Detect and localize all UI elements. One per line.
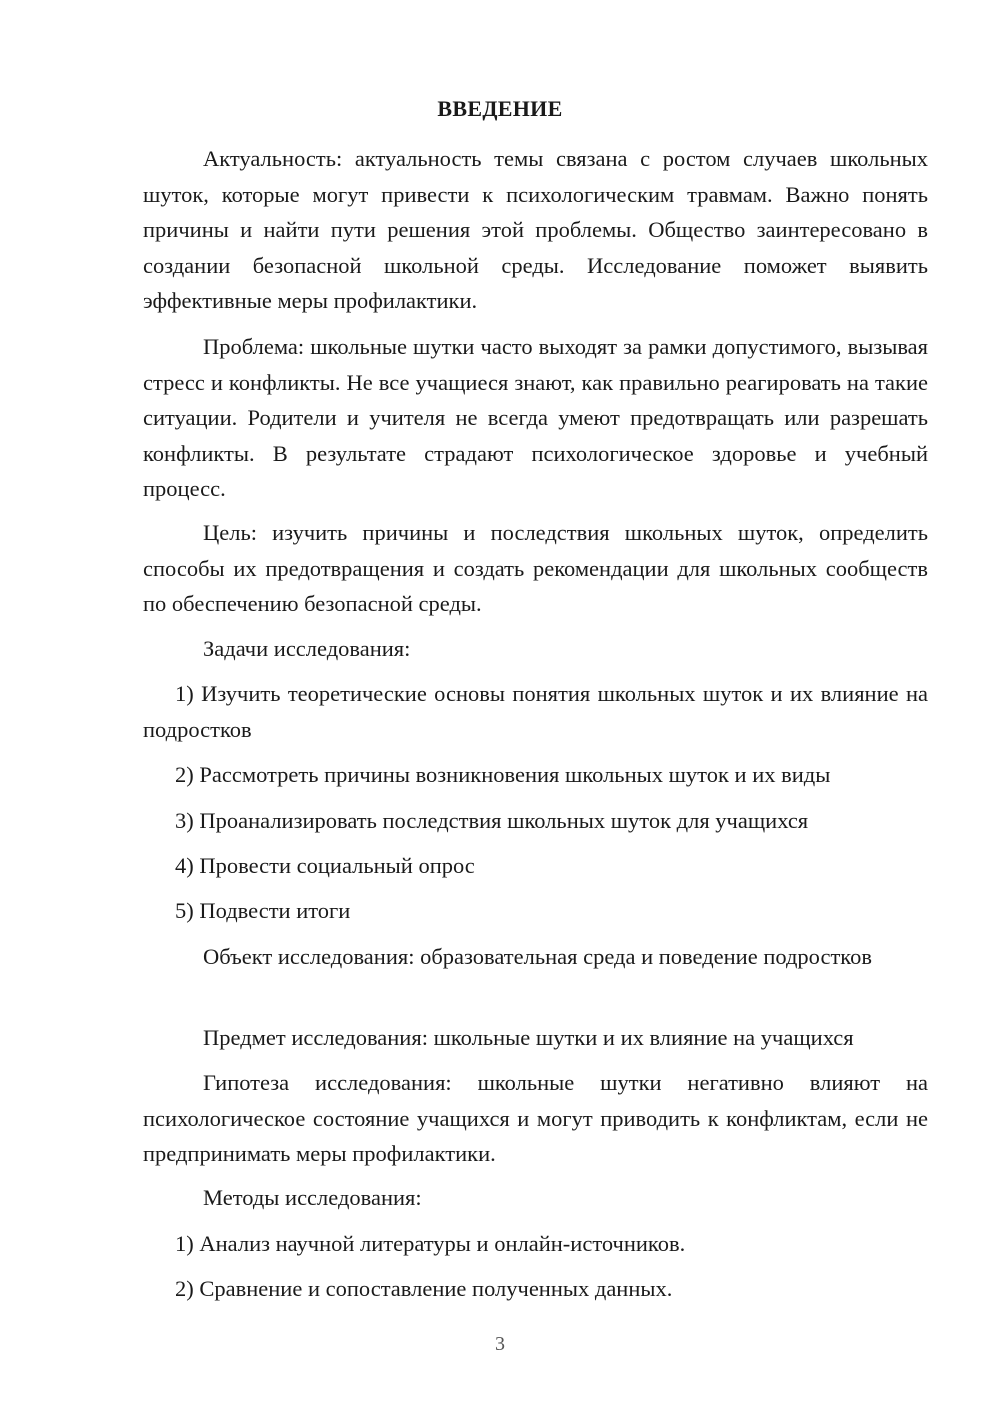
relevance-paragraph: Актуальность: актуальность темы связана с ростом случаев школьных шуток, которые могут привести к психологическим травмам. Важно понять причины и найти пути решения этой проблемы. Общество заинтересовано в создании безопасной школьной среды. Исследование поможет выявить эффективные меры профилактики. (143, 146, 928, 313)
methods-title: Методы исследования: (203, 1185, 422, 1210)
problem-paragraph: Проблема: школьные шутки часто выходят за рамки допустимого, вызывая стресс и конфликты. Не все учащиеся знают, как правильно реагировать на такие ситуации. Родители и учителя не всегда умеют предотвращать или разрешать конфликты. В результате страдают психологическое здоровье и учебный процесс. (143, 334, 928, 501)
subject-paragraph: Предмет исследования: школьные шутки и их влияние на учащихся (203, 1025, 854, 1050)
task-item: 1) Изучить теоретические основы понятия школьных шуток и их влияние на подростков (143, 681, 928, 742)
method-item: 2) Сравнение и сопоставление полученных данных. (175, 1276, 673, 1301)
section-heading: ВВЕДЕНИЕ (437, 96, 563, 121)
task-item: 4) Провести социальный опрос (175, 853, 475, 878)
task-item: 3) Проанализировать последствия школьных шуток для учащихся (175, 808, 809, 833)
method-item: 1) Анализ научной литературы и онлайн-источников. (175, 1231, 686, 1256)
tasks-title: Задачи исследования: (203, 636, 411, 661)
task-item: 5) Подвести итоги (175, 898, 351, 923)
object-paragraph: Объект исследования: образовательная среда и поведение подростков (203, 944, 872, 969)
page-number: 3 (495, 1333, 505, 1355)
hypothesis-paragraph: Гипотеза исследования: школьные шутки негативно влияют на психологическое состояние учащихся и могут приводить к конфликтам, если не предпринимать меры профилактики. (143, 1070, 928, 1166)
task-item: 2) Рассмотреть причины возникновения школьных шуток и их виды (175, 762, 831, 787)
goal-paragraph: Цель: изучить причины и последствия школьных шуток, определить способы их предотвращения и создать рекомендации для школьных сообществ по обеспечению безопасной среды. (143, 520, 928, 616)
